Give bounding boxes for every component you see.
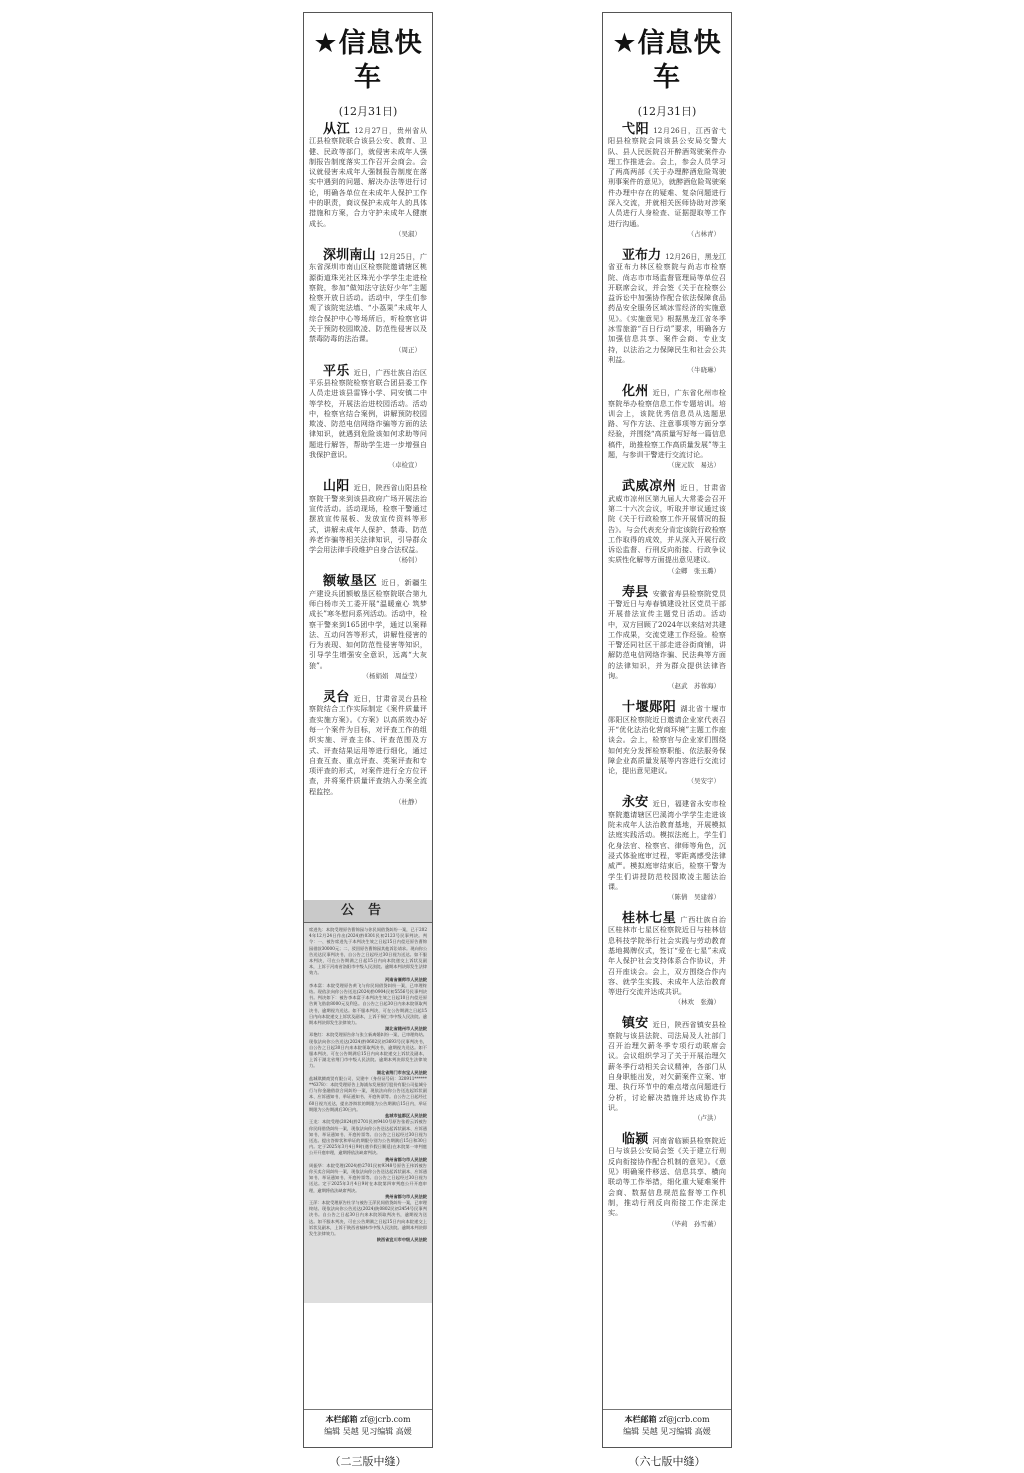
notice-signature: 湖北省荆门市东宝人民法院 <box>376 1069 427 1075</box>
news-item <box>309 363 427 472</box>
notice-paragraph: 王萍：本院受理原告杜学与被告王萍民间借贷纠纷一案，已审理终结。现依法向你公告送达(2024)陕0802民初2454号民事判决书。自公告之日起30日内来本院领取判决书，逾期视为送达。如不服本判决，可在公告期满之日起15日内向本院递交上诉状及副本，上诉于陕西省榆林市中级人民法院。逾期本判决即发生法律效力。 陕西省宜川市中级人民法院 <box>309 1199 427 1243</box>
news-text: 安徽省寿县检察院党员干警近日与寿春镇建设社区党员干部开展普法宣传主题党日活动。活动中，双方回顾了2024年以来结对共建工作成果，交流党建工作经验。检察干警还同社区干部走进谷街商铺，讲解防范电信网络诈骗、民法典等方面的法律知识，并为群众提供法律咨询。 <box>608 588 726 681</box>
news-text: 12月26日，江西省弋阳县检察院会同该县公安局交警大队、县人民医院召开醉酒驾驶案件办理工作推进会。会上，参会人员学习了两高两部《关于办理醉酒危险驾驶刑事案件的意见》，就醉酒危险驾驶案件办理中存在的疑难、复杂问题进行深入交流，并就相关医师协助对涉案人员进行人身检查、证据提取等工作进行沟通。 <box>608 126 726 228</box>
left-footer <box>304 1409 432 1447</box>
news-item <box>608 479 726 576</box>
news-byline: （杜静） <box>395 798 421 807</box>
notice-signature: 贵州省都匀市人民法院 <box>385 1193 427 1199</box>
news-text: 近日，陕西省镇安县检察院与该县法院、司法局及人社部门召开治理欠薪冬季专项行动联席会议。会议组织学习了关于开展治理欠薪冬季行动相关会议精神，各部门从自身职能出发，对欠薪案件立案、审理、执行环节中的难点堵点问题进行分析，讨论解决措施并达成协作共识。 <box>608 1020 726 1112</box>
news-text: 12月25日，广东省深圳市南山区检察院邀请辖区桃源街道珠光社区珠光小学学生走进检察院，参加“做知法守法好少年”主题检察开放日活动。活动中，学生们参观了该院宪法墙、“小荔果”未成年人综合保护中心等场所后，听检察官讲关于预防校园欺凌、防范性侵害以及禁毒防毒的法治课。 <box>309 251 427 344</box>
left-column-title: ★信息快车 <box>313 28 423 93</box>
news-byline: （庞元钦 易达） <box>668 461 720 470</box>
editor-line: 编辑 吴越 见习编辑 高媛 <box>324 1427 412 1436</box>
news-item <box>608 911 726 1008</box>
news-item <box>608 584 726 693</box>
right-news-list <box>603 119 731 1230</box>
news-headline: 寿县 <box>622 584 649 600</box>
news-item <box>309 247 427 356</box>
notice-paragraph: 周振华：本院受理(2024)黔2701民初9348号原告王伟诉被告你买卖合同纠纷一案，现依法向你公告送达起诉状副本、应诉通知书、举证通知书、开庭传票等。自公告之日起经过30日视为送达。定于2025年3月4日9时在本院第四审判庭公开开庭审理，逾期将依法缺席判决。 贵州省都匀市人民法院 <box>309 1162 427 1199</box>
news-headline: 灵台 <box>323 690 350 706</box>
notice-title: 公告 <box>304 900 432 923</box>
news-text: 12月27日，贵州省从江县检察院联合该县公安、教育、卫健、民政等部门，就侵害未成年人强制报告制度落实工作召开会商会。会议就侵害未成年人强制报告制度在落实中遇到的问题、解决办法等进行讨论，明确各单位在未成年人保护工作中的职责，商议保护未成年人的具体措施和方案，合力守护未成年人健康成长。 <box>309 126 427 228</box>
news-byline: （牛晓琳） <box>687 366 720 375</box>
news-text: 近日，新疆生产建设兵团额敏垦区检察院联合第九师白杨市关工委开展“温暖童心 筑梦成长”寒冬慰问系列活动。活动中，检察干警来到165团中学，通过以案释法、互动问答等形式，讲解性侵害的行为表现、如何防范性侵害等知识，引导学生增强安全意识，远离“大灰狼”。 <box>309 578 427 670</box>
notice-signature: 盐城市盐都区人民法院 <box>385 1113 427 1119</box>
notice-paragraph: 邓艳红：本院受理原告你与张立新离婚纠纷一案，已审理终结。现依法向你公告送达(2024)黔0602民初3693号民事判决书，自公告之日起30日内来本院领取判决书，逾期视为送达。如不服本判决，可在公告期满后15日内向本院递交上诉状及副本，上诉于湖北省荆门市中级人民法院。逾期本判决即发生法律效力。 湖北省荆门市东宝人民法院 <box>309 1032 427 1075</box>
news-byline: （占林青） <box>687 229 720 238</box>
mailbox-label: 本栏邮箱 <box>325 1415 358 1424</box>
right-masthead <box>603 13 731 119</box>
notice-signature: 湖北省随州市人民法院 <box>385 1026 427 1032</box>
news-byline: （林欢 张瀚） <box>674 998 720 1007</box>
news-headline: 永安 <box>622 795 649 811</box>
news-text: 近日，广西壮族自治区平乐县检察院检察官联合团县委工作人员走进该县雷锋小学、同安镇二中等学校，开展法治进校园活动。活动中，检察官结合案例，讲解预防校园欺凌、防范电信网络诈骗等方面的法律知识，就遇到危险该如何求助等问题进行解答，帮助学生进一步增强自我保护意识。 <box>309 367 427 460</box>
news-byline: （陈倩 吴建蓉） <box>668 893 720 902</box>
right-column-title: ★信息快车 <box>612 28 722 93</box>
news-text: 近日，甘肃省灵台县检察院结合工作实际制定《案件质量评查实施方案》。《方案》以高质效办好每一个案件为目标，对评查工作的组织实施、评查主体、评查范围及方式、评查结果运用等进行细化，通过自查互查、重点评查、类案评查和专项评查的形式，对案件进行全方位评查，并将案件质量评查纳入办案全流程监控。 <box>309 694 427 796</box>
news-headline: 弋阳 <box>622 122 650 137</box>
notice-body <box>304 923 432 1247</box>
news-text: 近日，福建省永安市检察院邀请辖区巴溪湾小学学生走进该院未成年人法治教育基地，开展模拟法庭实践活动。模拟法庭上，学生们化身法官、检察官、律师等角色，沉浸式体验庭审过程，零距离感受法律威严。模拟庭审结束后，检察干警为学生们讲授防范校园欺凌主题法治课。 <box>608 799 726 891</box>
mailbox-email: zf@jcrb.com <box>360 1415 411 1424</box>
notice-signature: 陕西省宜川市中级人民法院 <box>376 1237 427 1243</box>
news-item <box>608 1016 726 1124</box>
news-text: 近日，甘肃省武威市凉州区第九届人大常委会召开第二十六次会议，听取并审议通过该院《关于行政检察工作开展情况的报告》。与会代表充分肯定该院行政检察工作取得的成效，并从深入开展行政诉讼监督、行刑反向衔接、行政争议实质性化解等方面提出意见建议。 <box>608 483 726 565</box>
news-item <box>309 690 427 808</box>
notice-signature: 贵州省都匀市人民法院 <box>385 1156 427 1162</box>
news-text: 近日，广东省化州市检察院举办检察信息工作专题培训。培训会上，该院优秀信息员从选题思路、写作方法、注意事项等方面分享经验，并围绕“高质量写好每一篇信息稿件，助推检察工作高质量发展”等主题，与参训干警进行交流讨论。 <box>608 388 726 460</box>
right-column <box>602 12 732 1448</box>
notice-paragraph: 李本富：本院受理原告黄飞与你民间借贷纠纷一案，已审理终结。现依法向你公告送达(2024)黔0904民初5556号民事判决书。判决如下：被告李本富于本判决生效之日起10日内偿还原告黄飞借款8000元及利息。自公告之日起30日内来本院领取判决书，逾期视为送达。如不服本判决，可在公告期满之日起15日内向本院递交上诉状及副本，上诉于铜仁市中级人民法院。逾期本判决即发生法律效力。 湖北省随州市人民法院 <box>309 982 427 1032</box>
notice-paragraph: 盐城琪腾商贸有限公司、吴建中（身份证号码：320911********6378）：本院受理原告上海浦东发展银行股份有限公司盐城分行与你金融借款合同纠纷一案，现依法向你公告送达起诉状副本、应诉通知书、举证通知书、开庭传票等。自公告之日起经过60日视为送达，提出答辩状的期限为公告期满后15日内，举证期限为公告期满后30日内。 盐城市盐都区人民法院 <box>309 1075 427 1119</box>
news-item <box>608 247 726 376</box>
left-caption: （二三版中缝） <box>329 1455 407 1468</box>
news-byline: （赵武 苏蓉海） <box>668 682 720 691</box>
notice-paragraph: 王龙：本院受理(2024)黔2701民初9410号原告张碧云诉被告你民间借贷纠纷一案，现依法向你公告送达起诉状副本、应诉通知书、举证通知书、开庭传票等。自公告之日起经过30日视为送达。提出答辩状和举证的期限分别为公告期满后15日和30日内。定于2025年3月4日9时(遇节假日顺延)在本院第一审判庭公开开庭审理，逾期将依法缺席判决。 贵州省都匀市人民法院 <box>309 1119 427 1162</box>
right-footer <box>603 1409 731 1447</box>
news-headline: 镇安 <box>622 1016 649 1032</box>
news-headline: 桂林七星 <box>622 911 677 927</box>
mailbox-label: 本栏邮箱 <box>624 1415 657 1424</box>
news-byline: （周正） <box>395 345 421 354</box>
news-byline: （卓检宣） <box>388 461 421 470</box>
news-item <box>608 1132 726 1229</box>
news-item <box>309 574 427 682</box>
right-column-date: (12月31日) <box>637 105 697 118</box>
news-text: 12月26日，黑龙江省亚布力林区检察院与尚志市检察院、尚志市市场监督管理局等单位召开联席会议，并会签《关于在检察公益诉讼中加强协作配合依法保障食品药品安全服务区域冰雪经济的实施意见》。《实施意见》根据黑龙江省冬季冰雪旅游“百日行动”要求，明确各方加强信息共享、案件会商、专业支持，以法治之力保障民生和社会公共利益。 <box>608 251 726 364</box>
notice-signature: 河南省偃师市人民法院 <box>385 976 427 982</box>
news-headline: 平乐 <box>323 363 350 379</box>
news-headline: 十堰郧阳 <box>622 700 677 716</box>
news-item <box>309 479 427 566</box>
news-headline: 亚布力 <box>622 247 662 263</box>
news-text: 河南省临颍县检察院近日与该县公安局会签《关于建立行刑反向衔接协作配合机制的意见》。《意见》明确案件移送、信息共享、横向联动等工作举措，细化重大疑难案件会商、数据信息规范监督等工作机制，推动行刑反向衔接工作走深走实。 <box>608 1136 726 1218</box>
news-byline: （卢洪） <box>694 1114 720 1123</box>
news-text: 近日，陕西省山阳县检察院干警来到该县政府广场开展法治宣传活动。活动现场，检察干警通过摆放宣传展板、发放宣传资料等形式，讲解未成年人保护、禁毒、防范养老诈骗等相关法律知识，引导群众学会用法律手段维护自身合法权益。 <box>309 483 427 555</box>
left-masthead <box>304 13 432 119</box>
news-headline: 化州 <box>622 384 649 400</box>
news-byline: （金卿 张玉璐） <box>668 566 720 575</box>
news-headline: 额敏垦区 <box>323 574 378 590</box>
news-headline: 临颍 <box>622 1132 649 1148</box>
news-item <box>608 795 726 903</box>
news-headline: 山阳 <box>323 479 350 495</box>
news-text: 广西壮族自治区桂林市七星区检察院近日与桂林信息科技学院举行社会实践与劳动教育基地揭牌仪式，签订“爱在七星”未成年人保护社会支持体系合作协议，并召开座谈会。会上，双方围绕合作内容、就学生实践、未成年人法治教育等进行交流并达成共识。 <box>608 915 726 997</box>
notice-paragraph: 席进先：本院受理原告曹锦园与你民间借贷纠纷一案，已于2024年12月24日作出(2024)黔0301民初2123号民事判决。判令：一、被告席进先于本判决生效之日起15日内偿还原告曹锦园借款30000元；二、驳回原告曹锦园其他诉讼请求。现向你公告送达民事判决书，自公告之日起经过30日视为送达。如不服本判决，可在公告期满之日起15日内向本院递交上诉状及副本，上诉于河南省洛阳市中级人民法院。逾期本判决即发生法律效力。 河南省偃师市人民法院 <box>309 927 428 982</box>
mailbox-email: zf@jcrb.com <box>659 1415 710 1424</box>
public-notice-box <box>304 900 432 1303</box>
news-item <box>608 122 726 240</box>
news-text: 湖北省十堰市郧阳区检察院近日邀请企业家代表召开“优化法治化营商环境”主题工作座谈会。会上，检察官与企业家们围绕如何充分发挥检察职能、依法服务保障企业高质量发展等内容进行交流讨论，提出意见建议。 <box>608 704 726 776</box>
news-headline: 武威凉州 <box>622 479 677 495</box>
news-byline: （毕莉 孙雪薇） <box>668 1219 720 1228</box>
news-byline: （吴安宇） <box>687 777 720 786</box>
news-byline: （杨娟娟 周益莹） <box>362 672 421 681</box>
right-caption: （六七版中缝） <box>628 1455 706 1468</box>
news-byline: （吴淑） <box>395 229 421 238</box>
left-column-date: (12月31日) <box>338 105 398 118</box>
left-news-list <box>304 119 432 808</box>
news-item <box>608 384 726 471</box>
news-byline: （杨钊） <box>395 556 421 565</box>
news-headline: 从江 <box>323 122 351 137</box>
left-column <box>303 12 433 1448</box>
news-headline: 深圳南山 <box>323 247 376 263</box>
editor-line: 编辑 吴越 见习编辑 高媛 <box>623 1427 711 1436</box>
news-item <box>309 122 427 240</box>
news-item <box>608 700 726 787</box>
